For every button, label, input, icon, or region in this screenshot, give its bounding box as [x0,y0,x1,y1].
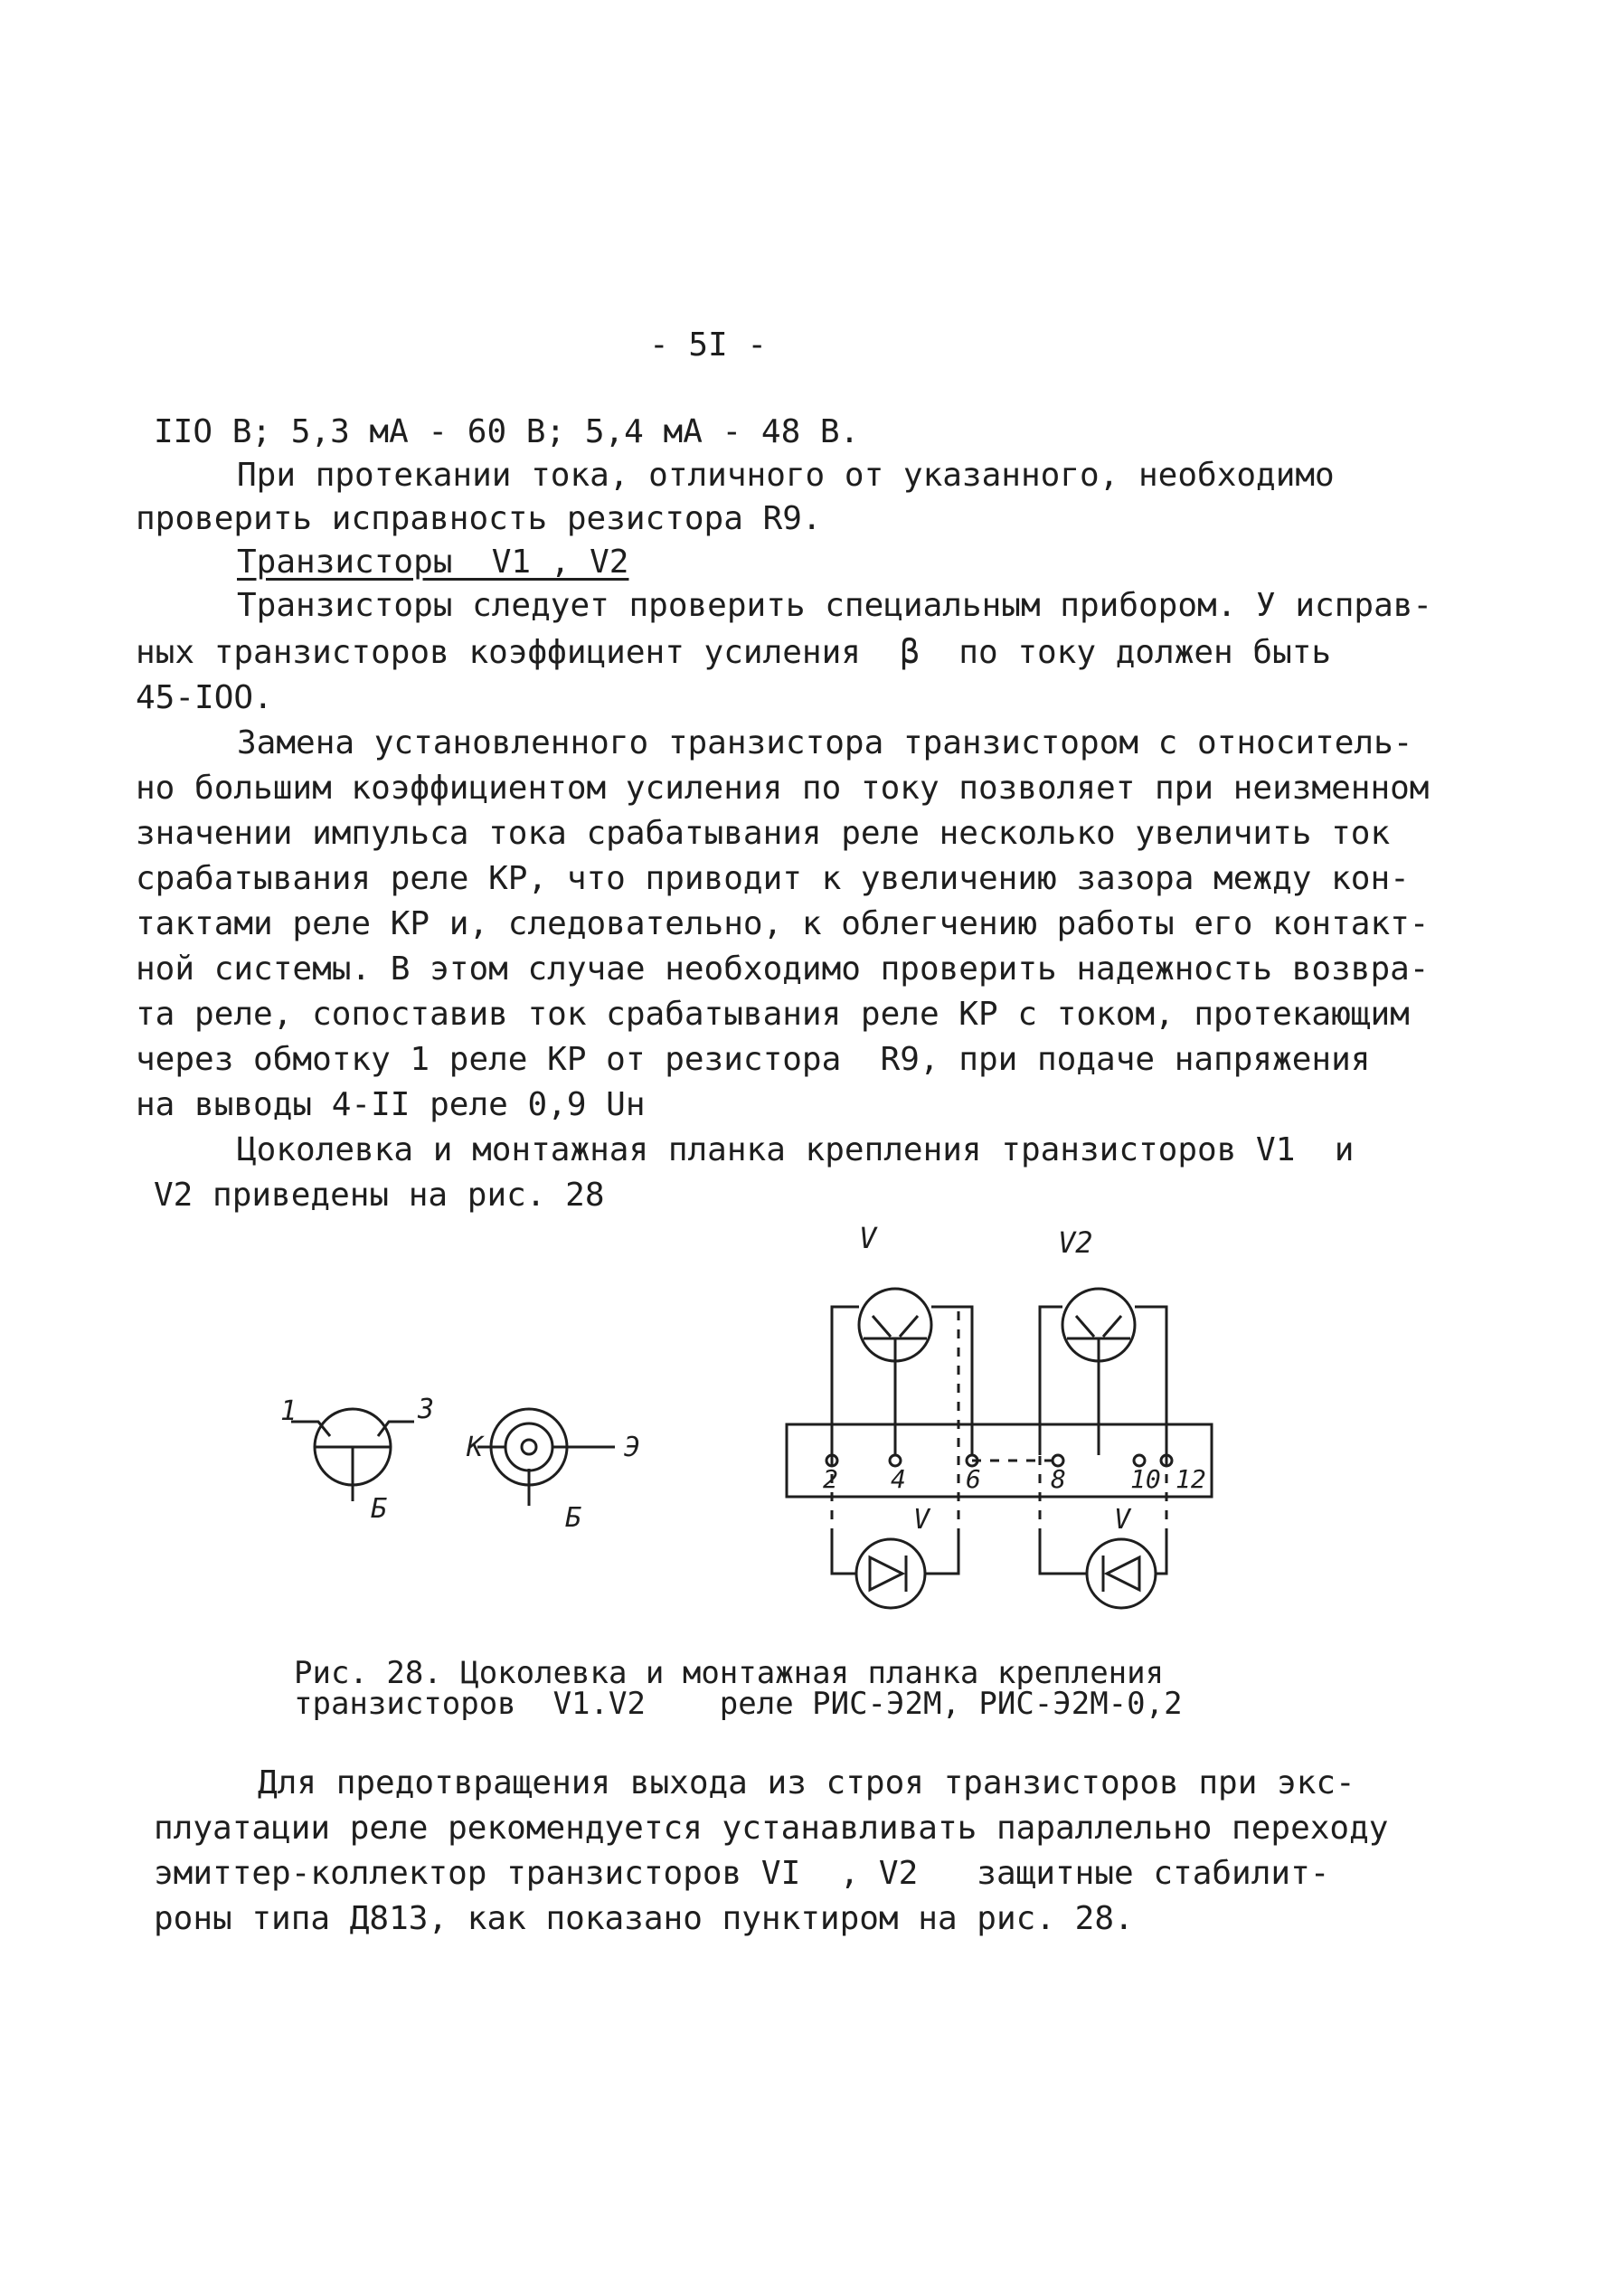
label-k: К [467,1432,484,1463]
text-line: Транзисторы следует проверить специальным прибором. У исправ- [237,587,1433,624]
text-line: ных транзисторов коэффициент усиления β по току должен быть [136,634,1332,671]
transistor-v2 [1040,1289,1166,1455]
text-line: Цоколевка и монтажная планка крепления транзисторов V1 и [237,1131,1355,1168]
label-base2: Б [565,1502,582,1534]
transistor-v1 [832,1289,972,1455]
label-pin3: 3 [418,1394,435,1425]
pinout-bottom-view-2 [477,1409,615,1506]
label-pin-6: 6 [966,1464,981,1494]
text-line: тактами реле КР и, следовательно, к облегчению работы его контакт- [136,905,1430,942]
text-line: 45-IOO. [136,679,273,716]
label-v1: V [859,1221,877,1255]
text-line: та реле, сопоставив ток срабатывания реле КР с током, протекающим [136,996,1410,1033]
pinout-bottom-view-1 [291,1409,414,1501]
label-pin1: 1 [280,1395,297,1427]
label-base1: Б [371,1493,388,1525]
figure-caption-line-2: транзисторов V1.V2 реле РИС-Э2М, РИС-Э2М-0,2 [294,1686,1183,1722]
label-pin-12: 12 [1176,1464,1206,1494]
figure-caption-line-1: Рис. 28. Цоколевка и монтажная планка крепления [294,1655,1165,1691]
label-v2: V2 [1058,1225,1093,1260]
label-pin-4: 4 [891,1464,906,1494]
text-line: на выводы 4-II реле 0,9 Uн [136,1086,646,1123]
label-pin-2: 2 [823,1464,838,1494]
label-pin-8: 8 [1051,1464,1066,1494]
text-line: проверить исправность резистора R9. [136,500,822,537]
text-line: значении импульса тока срабатывания реле несколько увеличить ток [136,815,1391,852]
text-line: V2 приведены на рис. 28 [154,1177,605,1214]
text-line: Для предотвращения выхода из строя транзисторов при экс- [258,1764,1355,1801]
text-line: но большим коэффициентом усиления по току позволяет при неизменном [136,770,1430,807]
text-line: плуатации реле рекомендуется устанавливать параллельно переходу [154,1810,1389,1847]
label-diode-right: V [1114,1504,1131,1536]
text-line: При протекании тока, отличного от указанного, необходимо [237,457,1335,494]
text-line: через обмотку 1 реле КР от резистора R9, при подаче напряжения [136,1041,1371,1078]
label-pin-10: 10 [1130,1464,1161,1494]
section-heading: Транзисторы V1 , V2 [237,544,629,581]
label-diode-left: V [913,1504,930,1536]
label-e: Э [624,1432,641,1463]
text-line: Замена установленного транзистора транзистором с относитель- [237,724,1413,761]
text-line: срабатывания реле КР, что приводит к увеличению зазора между кон- [136,860,1410,897]
text-line: IIO В; 5,3 мА - 60 В; 5,4 мА - 48 В. [154,413,860,450]
page-number: - 5I - [649,326,768,364]
zener-diode-left [832,1537,958,1608]
zener-diode-right [1040,1537,1166,1608]
text-line: ной системы. В этом случае необходимо проверить надежность возвра- [136,950,1430,988]
text-line: роны типа Д813, как показано пунктиром на рис. 28. [154,1900,1134,1937]
text-line: эмиттер-коллектор транзисторов VI , V2 защитные стабилит- [154,1855,1330,1892]
